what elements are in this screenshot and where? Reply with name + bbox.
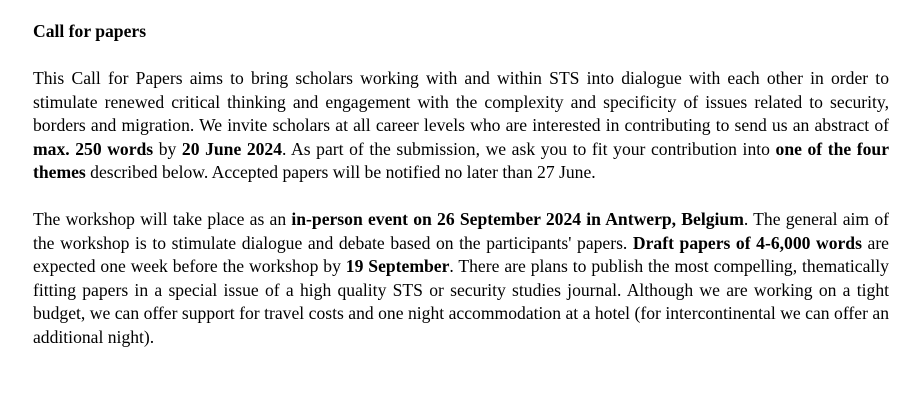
paragraph-text: The workshop will take place as an: [33, 209, 292, 229]
paragraph-text: . As part of the submission, we ask you to fit your contribution into: [282, 138, 776, 159]
section-heading: Call for papers: [33, 21, 147, 41]
draft-length-emphasis: Draft papers of 4-6,000 words: [632, 232, 862, 253]
paragraph-text: . The general aim of the workshop is to stimulate dialogue and debate based on the participants' papers.: [33, 209, 889, 253]
paragraph-text: . There are plans to publish the most compelling, thematically fitting papers in a special issue of a high quality STS or security studies journal. Although we are working on a tight budget, we can offer support for travel costs and one night accommodation at a hotel (for intercontinental we can offer an additional night).: [33, 256, 889, 347]
paragraph-text: This Call for Papers aims to bring scholars working with and within STS into dialogue with each other in order to stimulate renewed critical thinking and engagement with the complexity and specificity of issues related to security, borders and migration. We invite scholars at all career levels who are interested in contributing to send us an abstract of: [33, 68, 889, 135]
paragraph-text: by: [153, 138, 182, 159]
abstract-deadline-emphasis: 20 June 2024: [181, 138, 283, 159]
paragraph-text: described below. Accepted papers will be notified no later than 27 June.: [85, 162, 596, 182]
themes-emphasis: one of the four themes: [33, 138, 890, 182]
paragraph-text: are expected one week before the workshop by: [33, 232, 889, 276]
call-description-paragraph: [33, 67, 889, 185]
workshop-details-paragraph: [33, 208, 889, 349]
event-details-emphasis: in-person event on 26 September 2024 in Antwerp, Belgium: [291, 209, 744, 229]
word-limit-emphasis: max. 250 words: [33, 138, 154, 159]
draft-deadline-emphasis: 19 September: [345, 256, 450, 276]
document-page: [33, 20, 889, 349]
